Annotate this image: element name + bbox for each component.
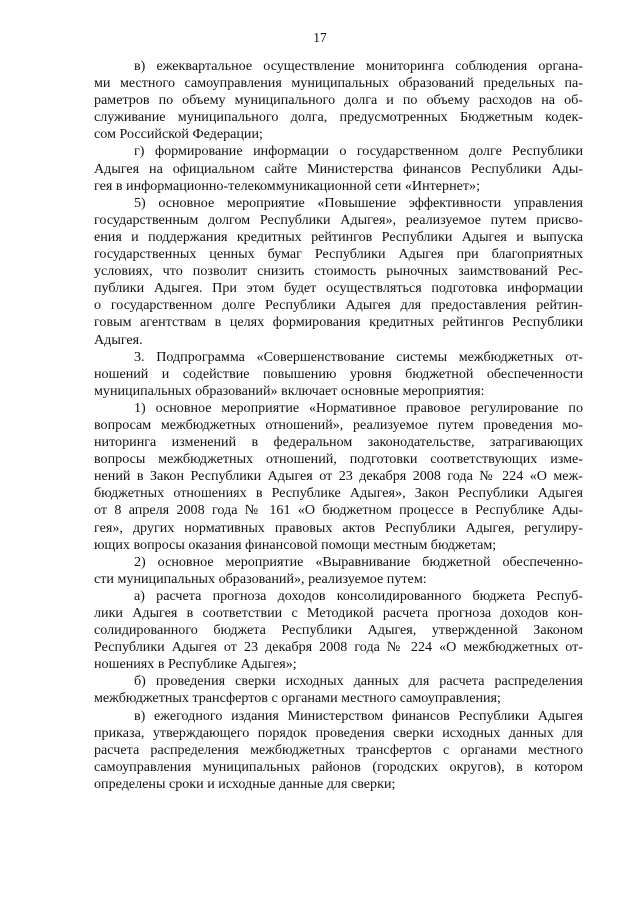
text-line: лики Адыгея в соответствии с Методикой расчета прогноза доходов кон- [94, 605, 583, 621]
text-line: нений в Закон Республики Адыгея от 23 декабря 2008 года № 224 «О меж- [94, 468, 583, 485]
document-body [94, 58, 583, 793]
text-line: говым агентствам в целях формирования кредитных рейтингов Республики [94, 314, 583, 331]
text-line: государственных ценных бумаг Республики Адыгея при благоприятных [94, 246, 583, 263]
text-line: 1) основное мероприятие «Нормативное правовое регулирование по [134, 399, 583, 416]
text-line: в) ежегодного издания Министерством финансов Республики Адыгея [134, 707, 583, 724]
text-line: ниторинга изменений в федеральном законодательстве, затрагивающих [94, 434, 583, 451]
text-line: Адыгея. [94, 331, 143, 348]
text-line: сти муниципальных образований», реализуемое путем: [94, 570, 427, 587]
text-line: бюджетных отношениях в Республике Адыгея», Закон Республики Адыгея [94, 485, 583, 502]
text-line: определены сроки и исходные данные для сверки; [94, 775, 396, 792]
text-line: муниципальных образований» включает основные мероприятия: [94, 382, 485, 399]
text-line: в) ежеквартальное осуществление мониторинга соблюдения органа- [134, 58, 583, 74]
text-line: государственным долгом Республики Адыгея», реализуемое путем присво- [94, 211, 583, 228]
text-line: ющих вопросы оказания финансовой помощи местным бюджетам; [94, 536, 497, 553]
text-line: вопросам межбюджетных отношений», реализуемое путем проведения мо- [94, 416, 583, 433]
text-line: солидированного бюджета Республики Адыгея, утвержденной Законом [94, 622, 583, 639]
text-line: служивание муниципального долга, предусмотренных Бюджетным кодек- [94, 109, 583, 126]
text-line: гея», других нормативных правовых актов Республики Адыгея, регулиру- [94, 519, 583, 536]
text-line: сом Российской Федерации; [94, 126, 263, 143]
text-line: Республики Адыгея от 23 декабря 2008 года № 224 «О межбюджетных от- [94, 639, 583, 656]
text-line: вопросы межбюджетных отношений, подготовки соответствующих изме- [94, 451, 583, 468]
text-line: б) проведения сверки исходных данных для расчета распределения [134, 673, 583, 690]
text-line: ношениях в Республике Адыгея»; [94, 656, 297, 673]
text-line: самоуправления муниципальных районов (городских округов), в котором [94, 758, 583, 775]
text-line: 5) основное мероприятие «Повышение эффективности управления [134, 194, 583, 211]
text-line: гея в информационно-телекоммуникационной сети «Интернет»; [94, 177, 481, 194]
text-line: ми местного самоуправления муниципальных образований предельных па- [94, 75, 583, 92]
text-line: приказа, утверждающего порядок проведения сверки исходных данных для [94, 724, 583, 741]
text-line: Адыгея на официальном сайте Министерства финансов Республики Ады- [94, 160, 583, 177]
text-line: условиях, что позволит снизить стоимость рыночных заимствований Рес- [94, 263, 583, 280]
text-line: межбюджетных трансфертов с органами местного самоуправления; [94, 690, 501, 707]
page-number: 17 [313, 30, 327, 45]
text-line: о государственном долге Республики Адыгея для предоставления рейтин- [94, 297, 583, 314]
text-line: г) формирование информации о государственном долге Республики [134, 143, 583, 160]
text-line: ения и поддержания кредитных рейтингов Республики Адыгея и выпуска [94, 228, 583, 245]
text-line: а) расчета прогноза доходов консолидированного бюджета Респуб- [134, 587, 583, 604]
text-line: 3. Подпрограмма «Совершенствование системы межбюджетных от- [134, 348, 583, 365]
text-line: публики Адыгея. При этом будет осуществляться подготовка информации [94, 280, 583, 297]
text-line: ношений и содействие повышению уровня бюджетной обеспеченности [94, 365, 583, 382]
text-line: раметров по объему муниципального долга и по объему расходов на об- [94, 92, 583, 109]
text-line: 2) основное мероприятие «Выравнивание бюджетной обеспеченно- [134, 553, 583, 570]
text-line: расчета распределения межбюджетных трансфертов с органами местного [94, 741, 583, 758]
text-line: от 8 апреля 2008 года № 161 «О бюджетном процессе в Республике Ады- [94, 502, 583, 519]
